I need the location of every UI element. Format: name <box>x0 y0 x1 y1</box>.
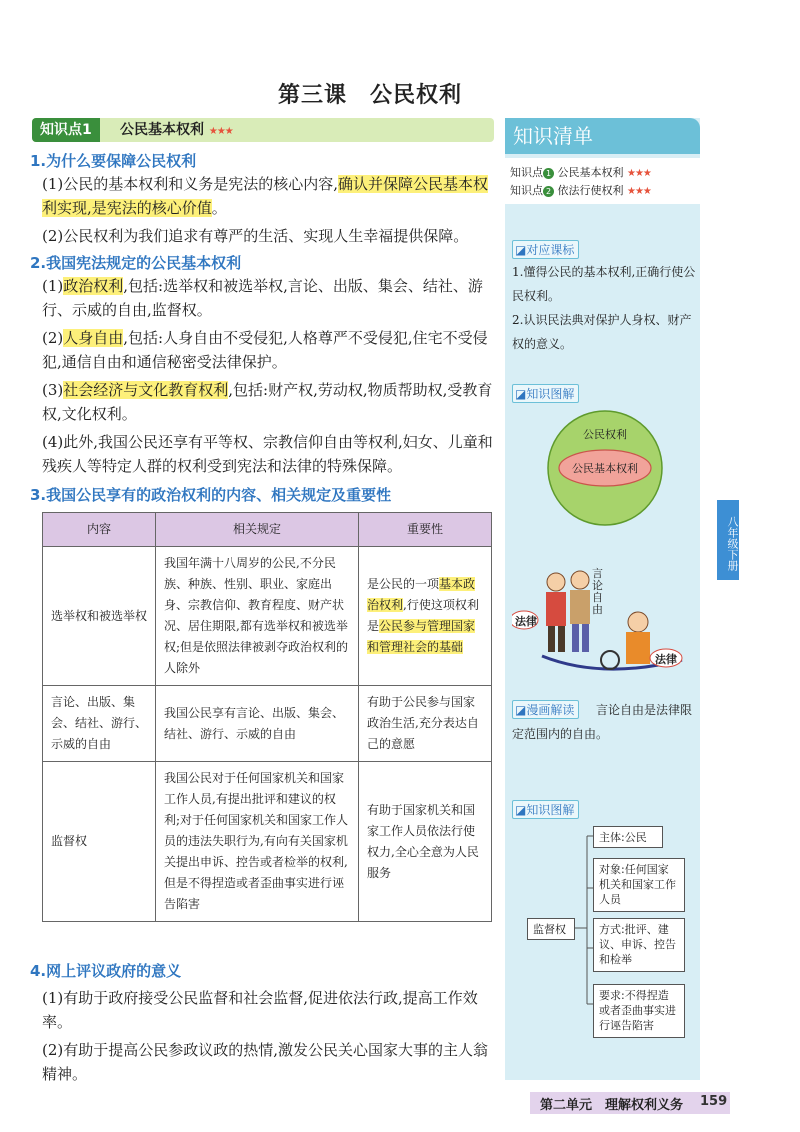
highlight-text: 政治权利 <box>63 277 124 295</box>
text: 对应课标 <box>526 243 575 257</box>
tree-branch-requirement: 要求:不得捏造或者歪曲事实进行诬告陷害 <box>593 984 685 1038</box>
highlight-text: 基本政治权利 <box>367 577 476 612</box>
person-leg <box>558 626 565 652</box>
sidebar-item-2 <box>510 182 651 198</box>
text: (3) <box>42 381 64 399</box>
text: (2) <box>42 329 64 347</box>
tag-icon: ◪ <box>515 803 527 817</box>
table-cell: 我国年满十八周岁的公民,不分民族、种族、性别、职业、家庭出身、宗教信仰、教育程度、财产状况、居住期限,都有选举权和被选举权;但是依照法律被剥夺政治权利的人除外 <box>156 547 359 686</box>
text: 知识点 <box>510 166 543 179</box>
star-icon: ★★★ <box>208 126 233 137</box>
section-2-item-3 <box>42 378 498 426</box>
star-icon: ★★★ <box>627 168 651 179</box>
text: ,包括:人身自由不受侵犯,人格尊严不受侵犯,住宅不受侵犯,通信自由和通信秘密受法律保护。 <box>42 329 488 371</box>
footer-unit-title: 第二单元 理解权利义务 <box>540 1098 684 1113</box>
text: ,包括:选举权和被选举权,言论、出版、集会、结社、游行、示威的自由,监督权。 <box>42 277 483 319</box>
number-badge: 2 <box>543 186 554 197</box>
curriculum-standard-2: 2.认识民法典对保护人身权、财产权的意义。 <box>512 313 692 351</box>
highlight-text: 人身自由 <box>63 329 124 347</box>
knowledge-point-banner <box>32 118 494 142</box>
table-cell: 言论、出版、集会、结社、游行、示威的自由 <box>43 686 156 762</box>
section-1-item-2: (2)公民权利为我们追求有尊严的生活、实现人生幸福提供保障。 <box>42 227 469 245</box>
text: ,行使这项权利是 <box>367 598 479 633</box>
text: 知识图解 <box>526 803 575 817</box>
sidebar-heading: 知识清单 <box>505 118 700 154</box>
section-3-heading: 3.我国公民享有的政治权利的内容、相关规定及重要性 <box>30 486 392 504</box>
person-head <box>628 612 648 632</box>
tag-icon: ◪ <box>515 387 527 401</box>
section-4-item-2: (2)有助于提高公民参政议政的热情,激发公民关心国家大事的主人翁精神。 <box>42 1041 489 1083</box>
grade-side-tab: 八年级下册 <box>717 500 739 580</box>
table-header: 相关规定 <box>156 513 359 547</box>
knowledge-point-title-text: 公民基本权利 <box>120 122 204 138</box>
person-leg <box>572 624 579 652</box>
tag-icon: ◪ <box>515 243 527 257</box>
tag-icon: ◪ <box>515 703 527 717</box>
table-row <box>43 686 492 762</box>
diagram-tag <box>512 800 579 819</box>
person-body <box>570 590 590 624</box>
person-leg <box>548 626 555 652</box>
tree-branch-method: 方式:批评、建议、申诉、控告和检举 <box>593 918 685 972</box>
text: 漫画解读 <box>526 703 575 717</box>
table-row <box>43 762 492 922</box>
person-body <box>546 592 566 626</box>
person-leg <box>582 624 589 652</box>
political-rights-table <box>42 512 492 922</box>
section-2-item-4: (4)此外,我国公民还享有平等权、宗教信仰自由等权利,妇女、儿童和残疾人等特定人群的权利受到宪法和法律的特殊保障。 <box>42 433 493 475</box>
table-cell: 我国公民享有言论、出版、集会、结社、游行、示威的自由 <box>156 686 359 762</box>
text: 是公民的一项 <box>367 577 440 591</box>
highlight-text: 公民参与管理国家和管理社会的基础 <box>367 619 476 654</box>
text: (1) <box>42 277 64 295</box>
text: 公民基本权利 <box>557 166 624 179</box>
page-number: 159 <box>700 1094 728 1109</box>
table-cell <box>359 547 492 686</box>
table-cell: 监督权 <box>43 762 156 922</box>
section-2-item-1 <box>42 274 498 322</box>
person-head <box>571 571 589 589</box>
table-header-row <box>43 513 492 547</box>
cartoon-law-label-2: 法律 <box>655 653 677 666</box>
text: 知识图解 <box>526 387 575 401</box>
diagram-tag <box>512 384 579 403</box>
text: 。 <box>211 199 227 217</box>
highlight-text: 确认并保障公民基本权利实现,是宪法的核心价值 <box>42 175 489 217</box>
knowledge-point-tag: 知识点1 <box>32 118 100 142</box>
comic-interpretation-text: 言论自由是法律限定范围内的自由。 <box>512 703 693 741</box>
number-badge: 1 <box>543 168 554 179</box>
text: 依法行使权利 <box>557 184 624 197</box>
section-4-heading: 4.网上评议政府的意义 <box>30 962 182 980</box>
star-icon: ★★★ <box>627 186 651 197</box>
table-cell: 选举权和被选举权 <box>43 547 156 686</box>
cartoon-speech-label: 言论自由 <box>592 567 603 616</box>
table-row <box>43 547 492 686</box>
text: 知识点 <box>510 184 543 197</box>
tree-branch-object: 对象:任何国家机关和国家工作人员 <box>593 858 685 912</box>
tree-branch-subject: 主体:公民 <box>593 826 663 848</box>
section-2-heading: 2.我国宪法规定的公民基本权利 <box>30 254 242 272</box>
person-body <box>626 632 650 664</box>
tree-root: 监督权 <box>527 918 575 940</box>
section-1-item-1 <box>42 172 498 220</box>
knowledge-point-title <box>120 118 233 144</box>
table-cell: 我国公民对于任何国家机关和国家工作人员,有提出批评和建议的权利;对于任何国家机关和国家工作人员的违法失职行为,有向有关国家机关提出申诉、控告或者检举的权利,但是不得捏造或者歪曲事实进行诬告陷害 <box>156 762 359 922</box>
table-cell: 有助于国家机关和国家工作人员依法行使权力,全心全意为人民服务 <box>359 762 492 922</box>
section-1-heading: 1.为什么要保障公民权利 <box>30 152 197 170</box>
person-head <box>547 573 565 591</box>
inner-ellipse-label: 公民基本权利 <box>572 462 638 475</box>
outer-circle-label: 公民权利 <box>583 428 627 441</box>
table-cell: 有助于公民参与国家政治生活,充分表达自己的意愿 <box>359 686 492 762</box>
cartoon-law-label-1: 法律 <box>515 615 537 628</box>
text: (1)公民的基本权利和义务是宪法的核心内容, <box>42 175 339 193</box>
text: ,包括:财产权,劳动权,物质帮助权,受教育权,文化权利。 <box>42 381 493 423</box>
section-2-item-2 <box>42 326 498 374</box>
curriculum-standard-1: 1.懂得公民的基本权利,正确行使公民权利。 <box>512 265 696 303</box>
curriculum-tag <box>512 240 579 259</box>
page-title: 第三课 公民权利 <box>277 83 462 108</box>
highlight-text: 社会经济与文化教育权利 <box>63 381 229 399</box>
table-header: 内容 <box>43 513 156 547</box>
sidebar-item-1 <box>510 164 651 180</box>
table-header: 重要性 <box>359 513 492 547</box>
section-4-item-1: (1)有助于政府接受公民监督和社会监督,促进依法行政,提高工作效率。 <box>42 989 478 1031</box>
